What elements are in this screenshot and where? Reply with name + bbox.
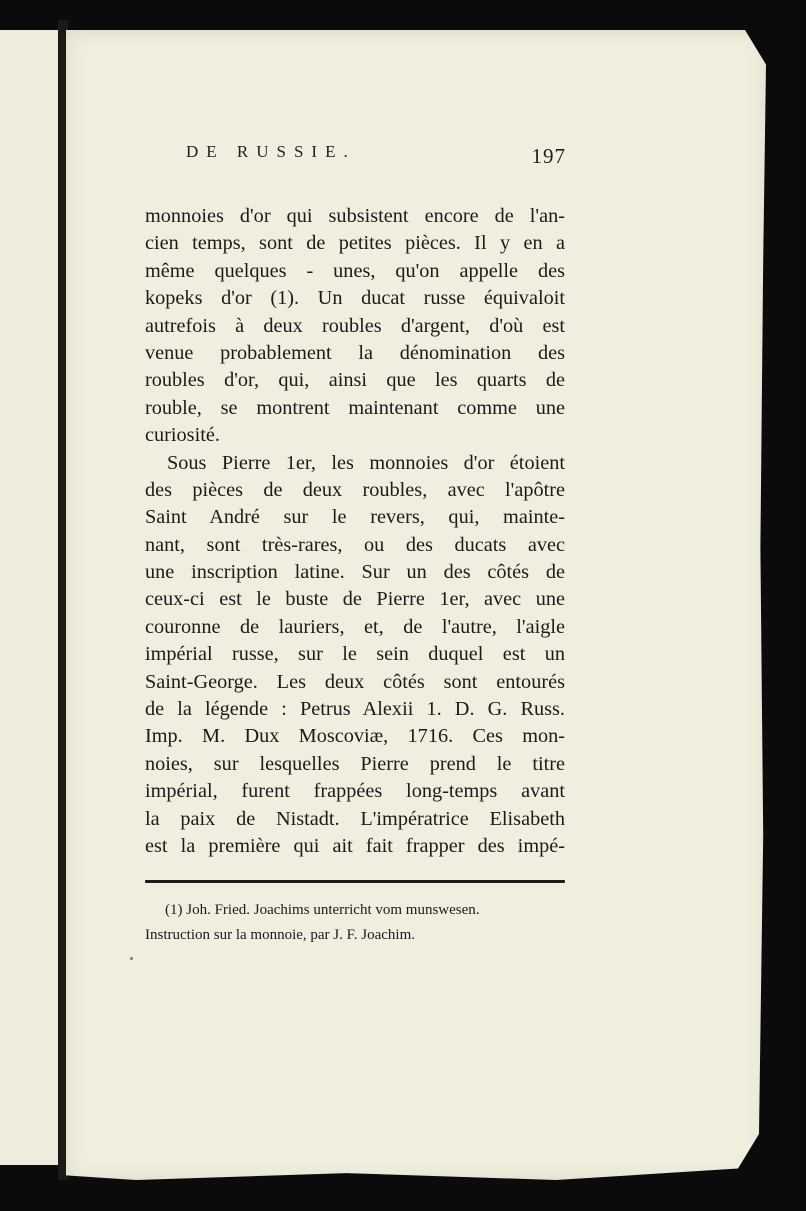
text-line: Imp. M. Dux Moscoviæ, 1716. Ces mon-: [145, 725, 565, 748]
text-line: cien temps, sont de petites pièces. Il y en a: [145, 232, 565, 255]
text-line: impérial, furent frappées long-temps avant: [145, 780, 565, 803]
text-line: est la première qui ait fait frapper des impé-: [145, 834, 565, 857]
text-line: nant, sont très-rares, ou des ducats avec: [145, 533, 565, 556]
text-line: Sous Pierre 1er, les monnoies d'or étoient: [167, 451, 565, 474]
text-line: ceux-ci est le buste de Pierre 1er, avec une: [145, 588, 565, 611]
text-line: impérial russe, sur le sein duquel est un: [145, 643, 565, 666]
footnote-rule: [145, 880, 565, 883]
text-line: Saint André sur le revers, qui, mainte-: [145, 506, 565, 529]
text-line: rouble, se montrent maintenant comme une: [145, 396, 565, 419]
text-line: monnoies d'or qui subsistent encore de l'an-: [145, 205, 565, 227]
footnote: [145, 898, 575, 948]
text-line: curiosité.: [145, 424, 220, 447]
text-line: de la légende : Petrus Alexii 1. D. G. Russ.: [145, 698, 565, 721]
text-line: noies, sur lesquelles Pierre prend le titre: [145, 752, 565, 775]
footnote-line: Instruction sur la monnoie, par J. F. Joachim.: [145, 927, 416, 943]
text-line: Saint-George. Les deux côtés sont entourés: [145, 670, 565, 693]
facing-page-edge: [0, 30, 60, 1165]
page-number: 197: [531, 144, 566, 168]
text-line: roubles d'or, qui, ainsi que les quarts de: [145, 369, 565, 392]
text-line: venue probablement la dénomination des: [145, 341, 565, 364]
text-line: autrefois à deux roubles d'argent, d'où est: [145, 314, 565, 337]
footnote-line: (1) Joh. Fried. Joachims unterricht vom munswesen.: [165, 902, 480, 918]
text-line: kopeks d'or (1). Un ducat russe équivaloit: [145, 287, 565, 310]
text-line: même quelques - unes, qu'on appelle des: [145, 259, 565, 282]
body-text: [145, 203, 565, 860]
text-line: couronne de lauriers, et, de l'autre, l'aigle: [145, 615, 565, 638]
text-line: une inscription latine. Sur un des côtés de: [145, 561, 565, 584]
text-line: la paix de Nistadt. L'impératrice Elisabeth: [145, 807, 565, 830]
running-head: DE RUSSIE.: [186, 142, 356, 161]
paper-speck: [130, 957, 133, 960]
text-line: des pièces de deux roubles, avec l'apôtre: [145, 478, 565, 501]
